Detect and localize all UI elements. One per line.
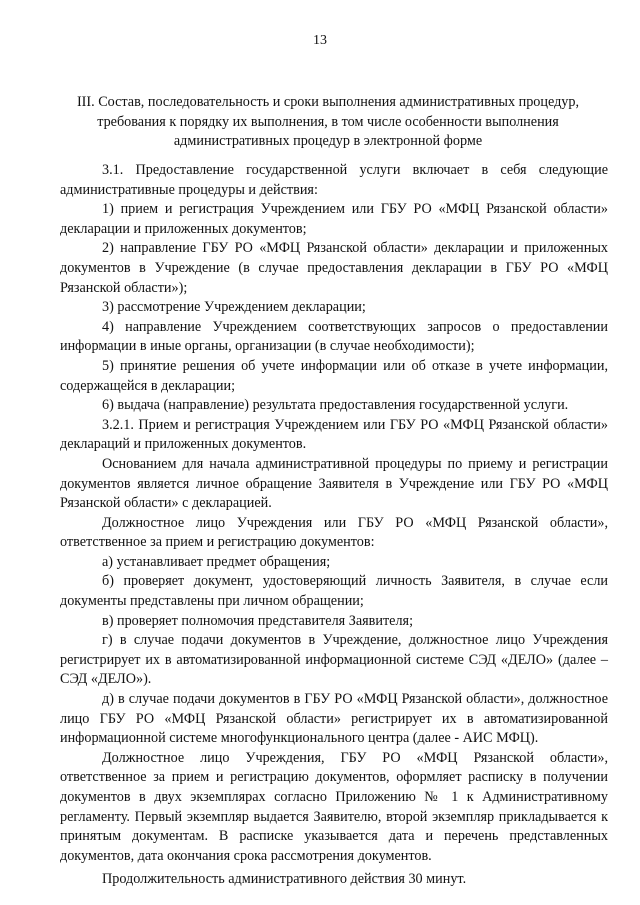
paragraph: 3.1. Предоставление государственной услуги включает в себя следующие административные процедуры и действия:	[60, 162, 608, 198]
section-heading	[56, 93, 600, 152]
paragraph: Должностное лицо Учреждения, ГБУ РО «МФЦ Рязанской области», ответственное за прием и регистрацию документов, оформляет расписку в получении документов в двух экземплярах согласно Приложению № 1 к Административному регламенту. Первый экземпляр выдается Заявителю, второй экземпляр прикладывается к принятым документам. В расписке указывается дата и перечень представленных документов, дата окончания срока рассмотрения документов.	[60, 749, 608, 864]
section-heading-line: III. Состав, последовательность и сроки выполнения административных процедур,	[76, 94, 580, 110]
paragraph: 6) выдача (направление) результата предоставления государственной услуги.	[102, 397, 569, 414]
paragraph: 4) направление Учреждением соответствующих запросов о предоставлении информации в иные органы, организации (в случае необходимости);	[60, 318, 608, 355]
page-number: 13	[313, 33, 327, 48]
section-heading-line: административных процедур в электронной форме	[173, 133, 483, 149]
paragraph: 2) направление ГБУ РО «МФЦ Рязанской области» декларации и приложенных документов в Учреждение (в случае предоставления декларации в ГБУ РО «МФЦ Рязанской области»);	[60, 240, 608, 296]
paragraph: д) в случае подачи документов в ГБУ РО «МФЦ Рязанской области», должностное лицо ГБУ РО «МФЦ Рязанской области» регистрирует их в автоматизированной информационной системе многофункционального центра (далее - АИС МФЦ).	[60, 691, 608, 747]
paragraph: 3) рассмотрение Учреждением декларации;	[102, 299, 366, 316]
body-text	[60, 161, 608, 890]
paragraph: в) проверяет полномочия представителя Заявителя;	[102, 612, 414, 629]
paragraph: а) устанавливает предмет обращения;	[102, 553, 331, 570]
paragraph: б) проверяет документ, удостоверяющий личность Заявителя, в случае если документы представлены при личном обращении;	[60, 573, 608, 610]
paragraph: 3.2.1. Прием и регистрация Учреждением или ГБУ РО «МФЦ Рязанской области» деклараций и приложенных документов.	[60, 416, 608, 453]
paragraph: Продолжительность административного действия 30 минут.	[102, 871, 467, 888]
paragraph: 1) прием и регистрация Учреждением или ГБУ РО «МФЦ Рязанской области» декларации и приложенных документов;	[60, 201, 608, 237]
paragraph: 5) принятие решения об учете информации или об отказе в учете информации, содержащейся в декларации;	[60, 357, 608, 394]
section-heading-line: требования к порядку их выполнения, в том числе особенности выполнения	[97, 113, 559, 130]
paragraph: Должностное лицо Учреждения или ГБУ РО «МФЦ Рязанской области», ответственное за прием и регистрацию документов:	[60, 514, 608, 551]
paragraph: г) в случае подачи документов в Учреждение, должностное лицо Учреждения регистрирует их в автоматизированной информационной системе СЭД «ДЕЛО» (далее – СЭД «ДЕЛО»).	[60, 632, 608, 688]
paragraph: Основанием для начала административной процедуры по приему и регистрации документов является личное обращение Заявителя в Учреждение или ГБУ РО «МФЦ Рязанской области» с декларацией.	[60, 455, 608, 512]
